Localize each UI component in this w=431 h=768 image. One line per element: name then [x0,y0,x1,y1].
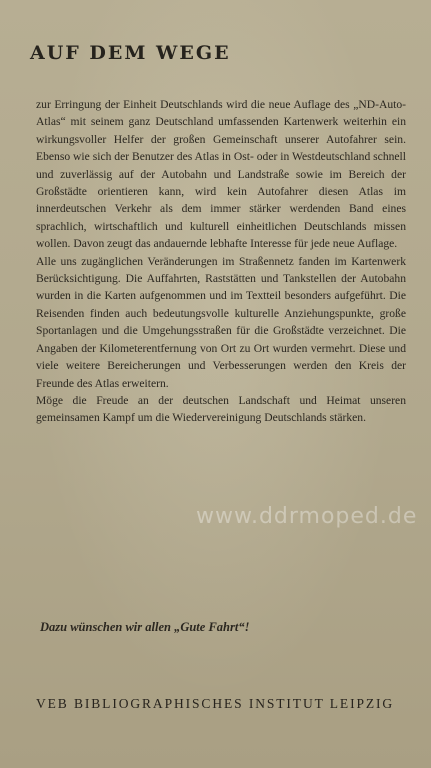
paragraph-changes: Alle uns zugänglichen Veränderungen im Straßennetz fanden im Kartenwerk Berücksichtigung. Die Auffahrten, Raststätten und Tankstellen der Autobahn wurden in die Karten aufgenommen und im Textteil besonders aufgeführt. Die Reisenden finden auch bedeutungsvolle kulturelle Anziehungspunkte, große Sportanlagen und die Umgehungsstraßen für die Großstädte verzeichnet. Die Angaben der Kilometerentfernung von Ort zu Ort wurden vermehrt. Diese und viele weitere Bereicherungen und Verbesserungen werden den Kreis der Freunde des Atlas erweitern. [36,254,406,390]
paragraph-wish: Möge die Freude an der deutschen Landschaft und Heimat unseren gemeinsamen Kampf um die Wiedervereinigung Deutschlands stärken. [36,393,406,425]
publisher-imprint: VEB BIBLIOGRAPHISCHES INSTITUT LEIPZIG [36,696,395,711]
watermark: www.ddrmoped.de [196,504,418,529]
body-text [36,96,406,427]
paragraph-intro: zur Erringung der Einheit Deutschlands wird die neue Auflage des „ND-Auto-Atlas“ mit seinem ganz Deutschland umfassenden Kartenwerk weiterhin ein wirkungsvoller Helfer der großen Gemeinschaft unserer Autofahrer sein. Ebenso wie sich der Benutzer des Atlas in Ost- oder in Westdeutschland schnell und zuverlässig auf der Autobahn und Landstraße sowie im Bereich der Großstädte orientieren kann, wird kein Autofahrer diesen Atlas im innerdeutschen Verkehr als dem immer stärker werdenden Band eines sprachlich, wirtschaftlich und kulturell einheitlichen Deutschlands missen wollen. Davon zeugt das andauernde lebhafte Interesse für jede neue Auflage. [36,98,406,251]
page-heading: AUF DEM WEGE [30,42,231,64]
closing-line: Dazu wünschen wir allen „Gute Fahrt“! [40,620,250,634]
